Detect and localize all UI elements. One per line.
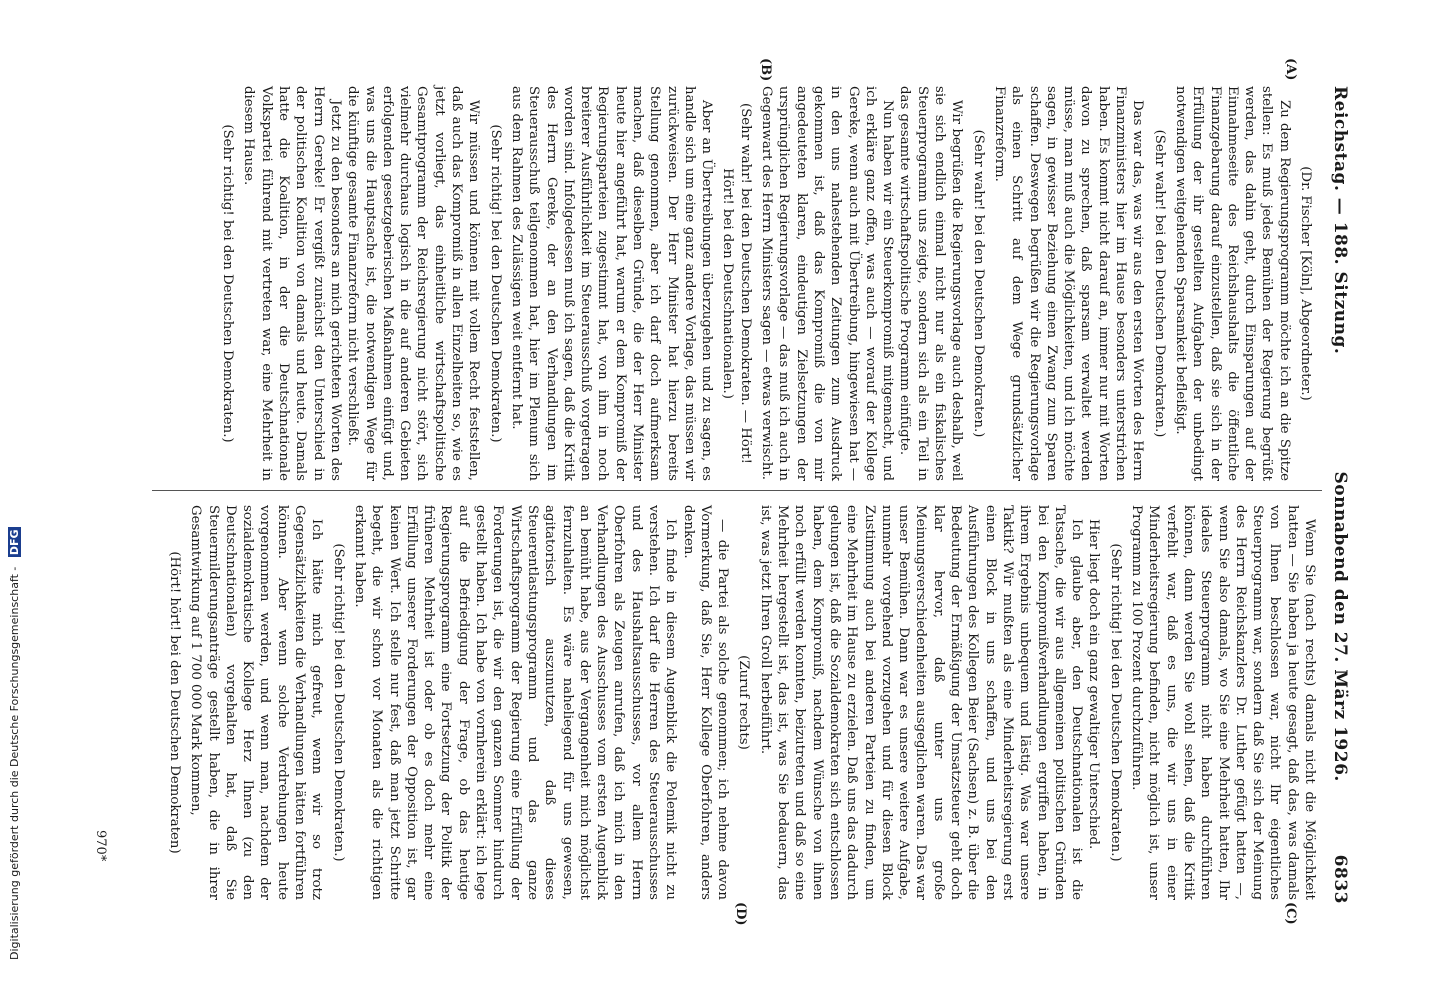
interjection: (Sehr wahr! bei den Deutschen Demokraten.) — [970, 129, 986, 438]
dfg-logo: DFG — [8, 529, 21, 556]
page-number: 6833 — [1330, 854, 1350, 904]
interjection: (Sehr wahr! bei den Deutschen Demokraten. — Hört! Hört! bei den Deutschnationalen.) — [720, 103, 753, 464]
paragraph: Wenn Sie (nach rechts) damals nicht die Möglichkeit hatten — Sie haben ja heute gesagt, daß das, was damals von Ihnen beschlossen war, nicht Ihr eigentliches Steuerprogramm war, sondern daß Sie sich der Meinung des Herrn Reichskanzlers Dr. Luther gefügt hatten —, wenn Sie also damals, wo Sie eine Mehrheit hatten, Ihr ideales Steuerprogramm nicht haben durchführen können, dann werden Sie wohl sehen, daß die Kritik verfehlt war, daß es uns, die wir uns in einer Minderheitsregierung befinden, nicht möglich ist, unser Programm zu 100 Prozent durchzuführen. — [1129, 505, 1317, 900]
paragraph: Das war das, was wir aus den ersten Worten des Herrn Finanzministers hier im Hause besonders unterstrichen haben. Es kommt nicht darauf an, immer nur mit Worten davon zu sprechen, daß sparsam verwaltet werden müsse, man muß auch die Möglichkeiten, und ich möchte sagen, in gewisser Beziehung einen Zwang zum Sparen schaffen. Deswegen begrüßen wir die Regierungsvorlage als einen Schritt auf dem Wege grundsätzlicher Finanzreform. — [991, 86, 1146, 481]
paragraph: Wir begrüßen die Regierungsvorlage auch deshalb, weil sie sich endlich einmal nicht nur als ein fiskalisches Steuerprogramm uns zeigte, sondern sich als ein Teil in das gesamte wirtschaftspolitische Programm einfügte. — [897, 86, 965, 481]
interjection: (Zuruf rechts) — [736, 655, 752, 750]
interjection: (Dr. Fischer [Köln], Abgeordneter.) — [1298, 166, 1313, 401]
paragraph: Zu dem Regierungsprogramm möchte ich an die Spitze stellen: Es muß jedes Bemühen der Regierung begrüßt werden, das dahin geht, durch Einsparungen auf der Einnahmeseite des Reichshaushalts die öffentliche Finanzgebarung darauf einzustellen, daß sie sich in der Erfüllung der ihr gestellten Aufgaben der unbedingt notwendigen weitgehenden Sparsamkeit befleißigt. — [1172, 86, 1292, 481]
footer-text: Digitalisierung gefördert durch die Deutsche Forschungsgemeinschaft - — [8, 566, 21, 960]
column-divider — [152, 490, 1322, 491]
interjection: (Hört! hört! bei den Deutschen Demokraten) — [167, 551, 182, 854]
paragraph: Ich finde in diesem Augenblick die Polemik nicht zu verstehen. Ich darf die Herren des Steuerausschusses und des Haushaltsausschusses, vor allem Herrn Oberfohren als Zeugen anrufen, daß ich mich in den Verhandlungen des Ausschusses vom ersten Augenblick an bemüht habe, aus der Vergangenheit mich möglichst fernzuhalten. Es wäre naheliegend für uns gewesen, agitatorisch auszunutzen, daß dieses Steuerentlastungsprogramm und das ganze Wirtschaftsprogramm der Regierung eine Erfüllung der Forderungen ist, die wir den ganzen Sommer hindurch gestellt haben. Ich habe von vornherein erklärt: ich lege auf die Befriedigung der Frage, ob das heutige Regierungsprogramm eine Fortsetzung der Politik der früheren Mehrheit ist oder ob es doch mehr eine Erfüllung unserer Forderungen der Opposition ist, gar keinen Wert. Ich stelle nur fest, daß man jetzt Schritte begeht, die wir schon vor Monaten als die richtigen erkannt haben. — [351, 505, 679, 900]
header-date: Sonnabend den 27. März 1926. — [1330, 471, 1350, 782]
paragraph: Hier liegt doch ein ganz gewaltiger Unterschied. — [1086, 519, 1102, 850]
left-column — [215, 86, 1318, 481]
margin-marker-a: (A) — [1283, 58, 1298, 81]
margin-marker-b: (B) — [758, 58, 773, 82]
paragraph: Nun haben wir ein Steuerkompromiß mitgemacht, und ich erkläre ganz offen, was auch — worauf der Kollege Gereke, wenn auch mit Übertreibung, hingewiesen hat — in den uns nahestehenden Zeitungen zum Ausdruck gekommen ist, daß das Kompromiß die von mir angedeuteten klaren, eindeutigen Zielsetzungen der ursprünglichen Regierungsvorlage — das muß ich auch in Gegenwart des Herrn Ministers sagen — etwas verwischt. — [759, 86, 896, 481]
margin-marker-c: (C) — [1283, 902, 1298, 925]
interjection: (Sehr richtig! bei den Deutschen Demokraten.) — [1107, 543, 1123, 862]
scanned-page — [142, 58, 1358, 926]
paragraph: — die Partei als solche genommen; ich nehme davon Vormerkung, daß Sie, Herr Kollege Oberfohren, anders denken. — [680, 505, 731, 900]
running-header — [1326, 80, 1350, 910]
paragraph: Wir müssen und können mit vollem Recht feststellen, daß auch das Kompromiß in allen Einzelheiten so, wie es jetzt vorliegt, das einheitliche wirtschaftspolitische Gesamtprogramm der Reichsregierung nicht stört, sich vielmehr durchaus logisch in die auf anderen Gebieten erfolgenden gesetzgeberischen Maßnahmen einfügt und, was uns die Hauptsache ist, die notwendigen Wege für die künftige gesamte Finanzreform nicht verschließt. — [345, 86, 482, 481]
digitization-footer — [8, 527, 21, 960]
margin-marker-d: (D) — [733, 902, 748, 926]
interjection: (Sehr richtig! bei den Deutschen Demokraten.) — [330, 543, 346, 862]
interjection: (Sehr wahr! bei den Deutschen Demokraten.) — [1151, 129, 1167, 438]
header-left: Reichstag. — 188. Sitzung. — [1330, 86, 1350, 355]
paragraph: Aber an Übertreibungen überzugehen und zu sagen, es handle sich um eine ganz andere Vorlage, das müssen wir zurückweisen. Der Herr Minister hat hierzu bereits Stellung genommen, aber ich darf doch aufmerksam machen, daß dieselben Gründe, die der Herr Minister heute hier angeführt hat, warum er dem Kompromiß der Regierungsparteien zugestimmt hat, von ihm in noch breiterer Ausführlichkeit im Steuerausschuß vorgetragen worden sind. Infolgedessen muß ich sagen, daß die Kritik des Herrn Gereke, der an den Verhandlungen im Steuerausschuß teilgenommen hat, hier im Plenum sich aus dem Rahmen des Zulässigen weit entfernt hat. — [508, 86, 715, 481]
signature-mark: 970* — [93, 830, 108, 862]
right-column — [162, 505, 1318, 900]
paragraph: Jetzt zu den besonders an mich gerichteten Worten des Herrn Gereke! Er vergißt zunächst den Unterschied in der politischen Koalition von damals und heute. Damals hatte die Koalition, in der die Deutschnationale Volkspartei führend mit vertreten war, eine Mehrheit in diesem Hause. — [241, 86, 343, 481]
paragraph: Ich hätte mich gefreut, wenn wir so trotz Gegensätzlichkeiten die Verhandlungen hätten fortführen können. Aber wenn solche Verdrehungen heute vorgenommen werden, und wenn man, nachdem der sozialdemokratische Kollege Herz Ihnen (zu den Deutschnationalen) vorgehalten hat, daß Sie Steuermilderungsanträge gestellt haben, die in ihrer Gesamtwirkung auf 1 700 000 Mark kommen, — [188, 505, 325, 900]
interjection: (Sehr richtig! bei den Deutschen Demokraten.) — [487, 124, 503, 443]
paragraph: Ich glaube aber, den Deutschnationalen ist die Tatsache, die wir aus allgemeinen politischen Gründen bei den Kompromißverhandlungen ergriffen haben, in ihrem Ergebnis unbequem und lästig. Was war unsere Taktik? Wir mußten als eine Minderheitsregierung erst einen Block in uns schaffen, und uns bei den Ausführungen des Kollegen Beier (Sachsen) z. B. über die Bedeutung der Ermäßigung der Umsatzsteuer geht doch klar hervor, daß unter uns große Meinungsverschiedenheiten ausgeglichen waren. Das war unser Bemühen. Dann war es unsere weitere Aufgabe, nunmehr vorgehend vorzugehen und für diesen Block Zustimmung auch bei anderen Parteien zu finden, um eine Mehrheit im Hause zu erzielen. Daß uns das dadurch gelungen ist, daß die Sozialdemokraten sich entschlossen haben, dem Kompromiß, nachdem Wünsche von ihnen noch erfüllt werden konnten, beizutreten und daß so eine Mehrheit hergestellt ist, das ist, was Sie bedauern, das ist, was jetzt Ihren Groll herbeiführt. — [757, 505, 1085, 900]
interjection: (Sehr richtig! bei den Deutschen Demokraten.) — [220, 124, 236, 443]
